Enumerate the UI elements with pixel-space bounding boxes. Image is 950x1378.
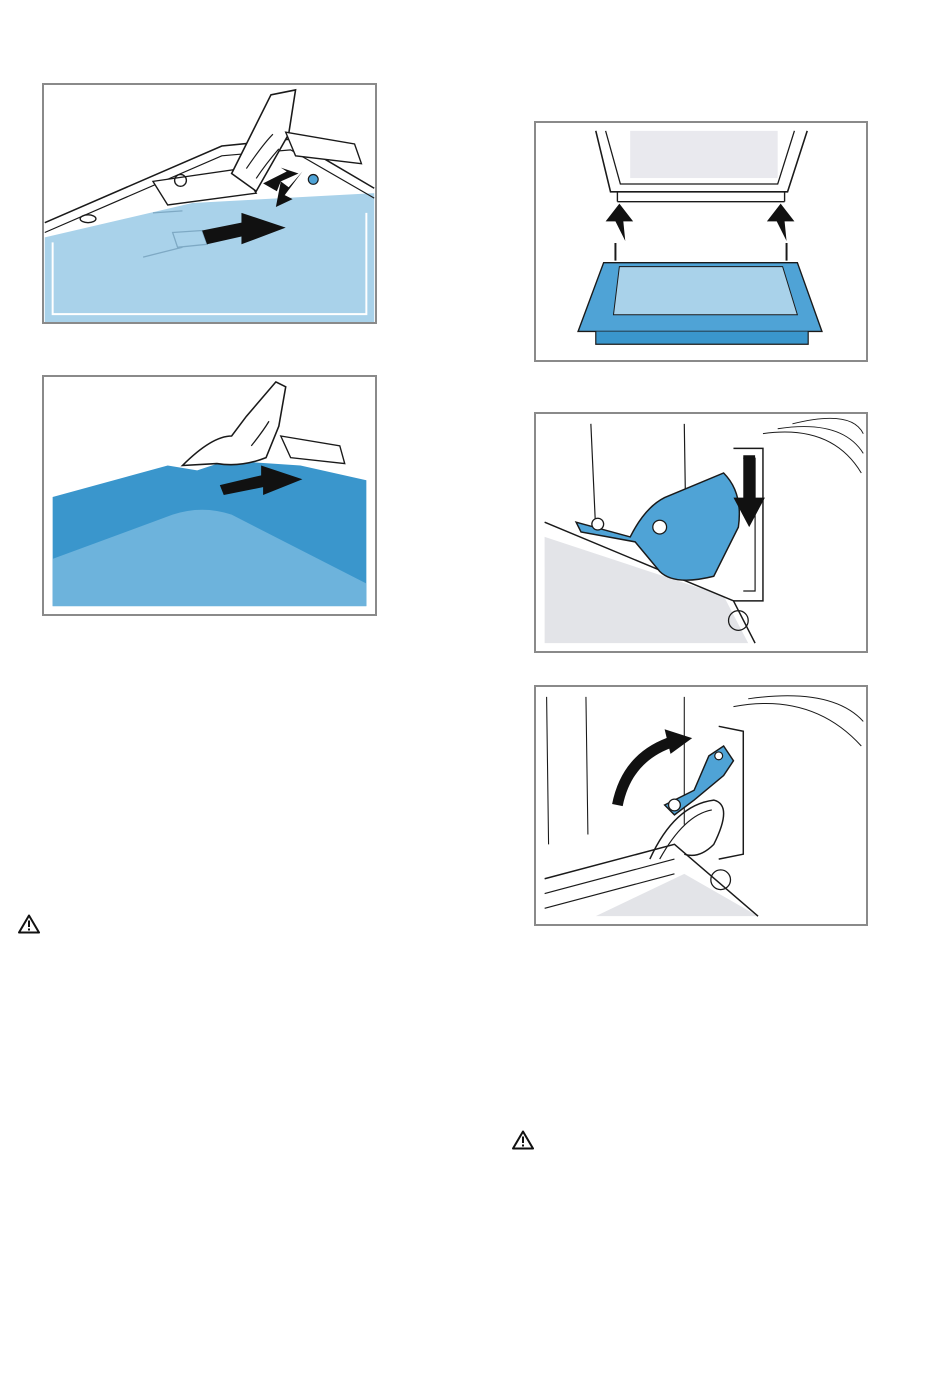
figure-door-slide-onto-hinge bbox=[42, 375, 377, 616]
warning-triangle-icon bbox=[18, 914, 40, 934]
figure-hinge-clamp-open bbox=[534, 685, 868, 926]
figure-hinge-lever-slide-in bbox=[42, 83, 377, 324]
figure-hinge-clamp-close bbox=[534, 412, 868, 653]
figure-door-lift-off bbox=[534, 121, 868, 362]
hinge-lever-slide-in-illustration bbox=[44, 85, 375, 322]
hinge-clamp-open-illustration bbox=[536, 687, 866, 924]
door-lift-off-illustration bbox=[536, 123, 866, 360]
door-slide-onto-hinge-illustration bbox=[44, 377, 375, 614]
warning-triangle-icon bbox=[512, 1130, 534, 1150]
hinge-clamp-close-illustration bbox=[536, 414, 866, 651]
